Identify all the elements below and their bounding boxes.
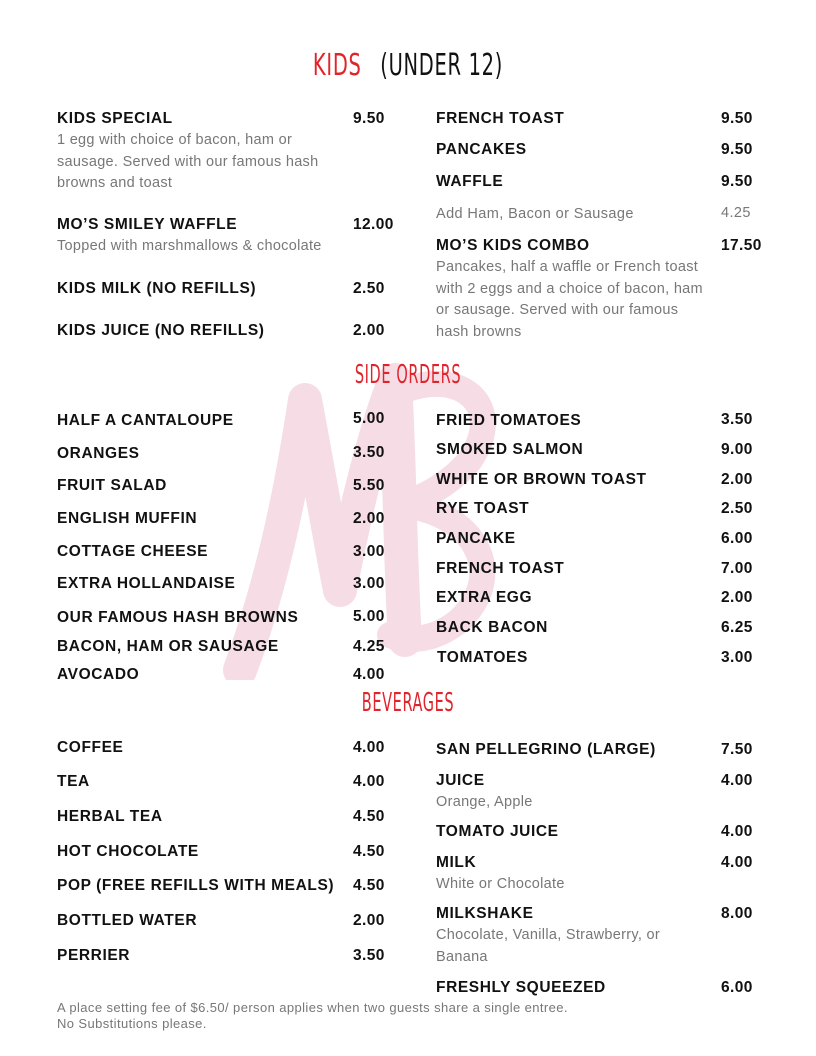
menu-item-price: 9.50 [721,141,753,158]
menu-item-name: HERBAL TEA [57,808,163,825]
description-line: sausage. Served with our famous hash [57,153,319,170]
kids-title-red: KIDS [312,48,362,83]
menu-item-price: 9.00 [721,441,753,458]
menu-item-price: 5.50 [353,477,385,494]
menu-item-price: 2.00 [721,589,753,606]
footer-line-1: A place setting fee of $6.50/ person applies when two guests share a single entree. [57,1000,568,1015]
menu-item-description [57,130,318,195]
menu-item-name: AVOCADO [57,666,140,683]
description-line: Chocolate, Vanilla, Strawberry, or [436,927,661,943]
menu-item-name: TOMATO JUICE [436,823,559,840]
menu-item-price: 3.50 [353,947,385,964]
menu-item-price: 3.00 [353,543,385,560]
menu-item-price: 6.00 [721,979,753,996]
beverages-title: BEVERAGES [361,688,455,718]
menu-item-name: FRENCH TOAST [436,110,565,127]
menu-item-name: BACK BACON [436,619,548,636]
menu-item-price: 4.00 [353,773,385,790]
menu-item-name: HOT CHOCOLATE [57,843,199,860]
menu-item-name: MILKSHAKE [436,905,534,922]
menu-item-price: 7.00 [721,560,753,577]
menu-item-name: TEA [57,773,90,790]
menu-item-name: SAN PELLEGRINO (LARGE) [436,741,656,758]
menu-item-name: EXTRA EGG [436,589,533,606]
menu-item-price: 2.00 [353,322,385,339]
menu-item-name: EXTRA HOLLANDAISE [57,575,236,592]
menu-item-price: 17.50 [721,237,762,254]
menu-item-name: FRESHLY SQUEEZED [436,979,606,996]
menu-item-price: 9.50 [721,173,753,190]
menu-item-name: MILK [436,854,477,871]
description-line: hash browns [436,323,522,340]
menu-item-name: WHITE OR BROWN TOAST [436,471,647,488]
menu-item-price: 6.25 [721,619,753,636]
menu-item-price: 7.50 [721,741,753,758]
menu-item-price: 4.00 [353,666,385,683]
menu-item-price: 4.00 [721,823,753,840]
menu-item-price: 4.50 [353,877,385,894]
menu-item-price: 4.00 [721,854,753,871]
footer-note [57,1000,568,1032]
menu-item-price: 3.00 [721,649,753,666]
menu-item-name: MO’S KIDS COMBO [436,237,590,254]
footer-line-2: No Substitutions please. [57,1016,207,1031]
description-line: with 2 eggs and a choice of bacon, ham [436,280,703,297]
menu-item-name: MO’S SMILEY WAFFLE [57,216,238,233]
menu-item-name: BOTTLED WATER [57,912,198,929]
menu-item-name: ENGLISH MUFFIN [57,510,198,527]
menu-item-name: PANCAKES [436,141,527,158]
menu-item-name: TOMATOES [437,649,528,666]
kids-section-title [114,48,702,83]
menu-item-name: FRENCH TOAST [436,560,565,577]
menu-item-price: 2.00 [721,471,753,488]
menu-item-name: OUR FAMOUS HASH BROWNS [57,609,299,626]
menu-item-price: 4.50 [353,843,385,860]
menu-item-name: FRIED TOMATOES [436,412,582,429]
menu-item-price: 4.50 [353,808,385,825]
menu-item-price: 4.25 [353,638,385,655]
menu-item-price: 6.00 [721,530,753,547]
description-line: Banana [436,948,488,965]
menu-item-name: RYE TOAST [436,500,530,517]
menu-item-name: WAFFLE [436,173,504,190]
menu-item-price: 2.00 [353,510,385,527]
menu-item-name: POP (FREE REFILLS WITH MEALS) [57,877,335,894]
menu-item-price: 2.50 [721,500,753,517]
description-line: 1 egg with choice of bacon, ham or [57,132,293,148]
menu-item-name: FRUIT SALAD [57,477,167,494]
description-line: Pancakes, half a waffle or French toast [436,259,699,275]
menu-item-price: 3.50 [353,444,385,461]
menu-item-name: COFFEE [57,739,124,756]
description-line: Topped with marshmallows & chocolate [57,238,322,254]
description-line: browns and toast [57,175,173,191]
menu-addon-price: 4.25 [721,205,751,221]
menu-item-price: 2.50 [353,280,385,297]
description-line: Orange, Apple [436,794,533,810]
menu-item-description [436,792,533,814]
menu-item-description [436,925,660,968]
menu-item-price: 3.50 [721,411,753,428]
menu-item-price: 3.00 [353,575,385,592]
menu-item-price: 2.00 [353,912,385,929]
menu-item-description [436,874,565,896]
menu-item-price: 9.50 [353,110,385,127]
menu-item-name: KIDS MILK (NO REFILLS) [57,280,257,297]
menu-item-name: PERRIER [57,947,131,964]
menu-item-price: 5.00 [353,410,385,427]
description-line: White or Chocolate [436,876,565,892]
menu-item-description [57,236,322,258]
side-orders-title: SIDE ORDERS [354,360,462,390]
menu-item-name: COTTAGE CHEESE [57,543,209,560]
menu-item-name: KIDS JUICE (NO REFILLS) [57,322,265,339]
menu-item-name: KIDS SPECIAL [57,110,173,127]
menu-item-description [436,257,703,343]
menu-item-name: PANCAKE [436,530,516,547]
kids-title-dark: (UNDER 12) [380,48,504,83]
description-line: or sausage. Served with our famous [436,302,679,318]
menu-item-price: 9.50 [721,110,753,127]
menu-item-name: ORANGES [57,445,140,462]
menu-item-price: 12.00 [353,216,394,233]
menu-item-name: SMOKED SALMON [436,441,584,458]
menu-item-price: 8.00 [721,905,753,922]
menu-addon-name: Add Ham, Bacon or Sausage [436,206,634,222]
menu-item-name: JUICE [436,772,485,789]
menu-item-price: 4.00 [721,772,753,789]
menu-item-name: BACON, HAM OR SAUSAGE [57,638,279,655]
menu-item-price: 5.00 [353,608,385,625]
menu-item-name: HALF A CANTALOUPE [57,412,234,429]
menu-item-price: 4.00 [353,739,385,756]
